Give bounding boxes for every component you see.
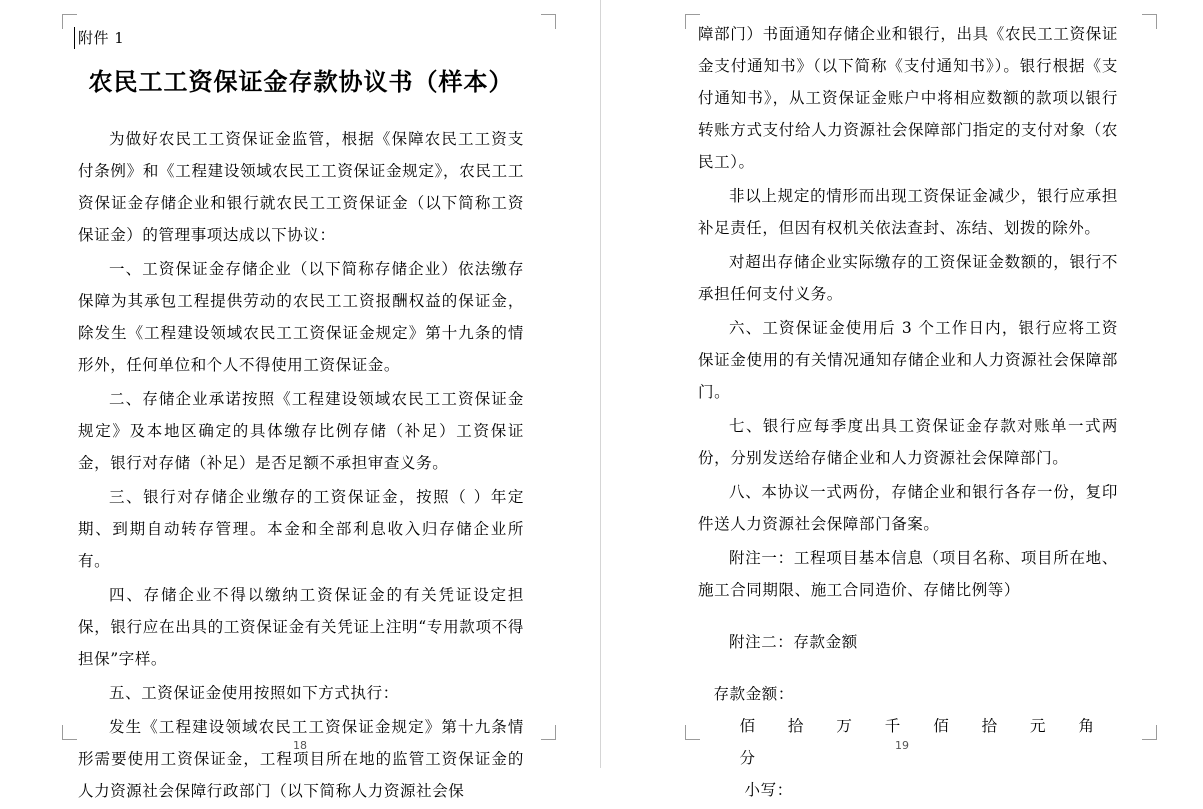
page-number: 19 — [895, 739, 909, 752]
crop-mark-bottom-right — [541, 725, 556, 740]
spacer — [698, 608, 1118, 626]
amount-sub-label: 小写： — [744, 781, 793, 799]
paragraph: 二、存储企业承诺按照《工程建设领域农民工工资保证金规定》及本地区确定的具体缴存比例存储（补足）工资保证金，银行对存储（补足）是否足额不承担审查义务。 — [78, 390, 524, 472]
paragraph: 非以上规定的情形而出现工资保证金减少，银行应承担补足责任，但因有权机关依法查封、冻结、划拨的除外。 — [698, 187, 1118, 237]
paragraph: 障部门）书面通知存储企业和银行，出具《农民工工资保证金支付通知书》（以下简称《支付通知书》）。银行根据《支付通知书》，从工资保证金账户中将相应数额的款项以银行转账方式支付给人力资源社会保障部门指定的支付对象（农民工）。 — [698, 25, 1118, 171]
paragraph: 附注一：工程项目基本信息（项目名称、项目所在地、施工合同期限、施工合同造价、存储比例等） — [698, 549, 1118, 599]
paragraph: 八、本协议一式两份，存储企业和银行各存一份，复印件送人力资源社会保障部门备案。 — [698, 483, 1118, 533]
paragraph: 六、工资保证金使用后 3 个工作日内，银行应将工资保证金使用的有关情况通知存储企业和人力资源社会保障部门。 — [698, 319, 1118, 401]
paragraph: 发生《工程建设领域农民工工资保证金规定》第十九条情形需要使用工资保证金，工程项目所在地的监管工资保证金的人力资源社会保障行政部门（以下简称人力资源社会保 — [78, 718, 524, 800]
crop-mark-bottom-right — [1142, 725, 1157, 740]
attachment-label: 附件 1 — [78, 28, 524, 48]
page-title: 农民工工资保证金存款协议书（样本） — [88, 68, 514, 96]
paragraph: 对超出存储企业实际缴存的工资保证金数额的，银行不承担任何支付义务。 — [698, 253, 1118, 303]
amount-units: 佰 拾 万 千 佰 拾 元 角 分 — [739, 717, 1108, 767]
amount-line — [698, 678, 1118, 774]
paragraph: 七、银行应每季度出具工资保证金存款对账单一式两份，分别发送给存储企业和人力资源社会保障部门。 — [698, 417, 1118, 467]
amount-label: 存款金额： — [713, 685, 795, 703]
paragraph: 五、工资保证金使用按照如下方式执行： — [109, 684, 399, 702]
crop-mark-top-right — [1142, 14, 1157, 29]
paragraph: 四、存储企业不得以缴纳工资保证金的有关凭证设定担保，银行应在出具的工资保证金有关凭证上注明“专用款项不得担保”字样。 — [78, 586, 524, 668]
paragraph: 一、工资保证金存储企业（以下简称存储企业）依法缴存保障为其承包工程提供劳动的农民工工资报酬权益的保证金，除发生《工程建设领域农民工工资保证金规定》第十九条的情形外，任何单位和个人不得使用工资保证金。 — [78, 260, 524, 374]
page-number: 18 — [293, 739, 307, 752]
crop-mark-bottom-left — [62, 725, 77, 740]
crop-mark-top-right — [541, 14, 556, 29]
paragraph: 三、银行对存储企业缴存的工资保证金，按照（ ）年定期、到期自动转存管理。本金和全部利息收入归存储企业所有。 — [78, 488, 524, 570]
paragraph: 为做好农民工工资保证金监管，根据《保障农民工工资支付条例》和《工程建设领域农民工工资保证金规定》，农民工工资保证金存储企业和银行就农民工工资保证金（以下简称工资保证金）的管理事项达成以下协议： — [78, 130, 524, 244]
page-18-content — [78, 28, 524, 809]
spacer — [698, 660, 1118, 678]
note-two: 附注二：存款金额 — [729, 633, 858, 651]
page-19-content — [698, 18, 1118, 806]
page-18 — [0, 0, 600, 800]
page-19 — [600, 0, 1203, 799]
